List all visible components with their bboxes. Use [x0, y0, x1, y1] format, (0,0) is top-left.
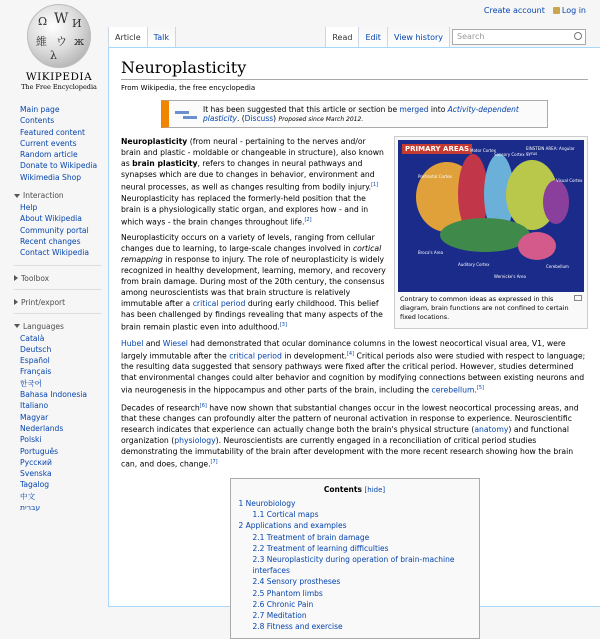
personal-toolbar — [484, 6, 586, 15]
sidebar-heading-toolbox[interactable] — [0, 274, 106, 283]
login-label: Log in — [561, 6, 586, 15]
critical-period-link[interactable]: critical period — [229, 351, 282, 361]
text: and — [143, 338, 163, 348]
namespace-tabs — [108, 27, 176, 47]
merge-target-link[interactable]: Activity-dependent plasticity — [203, 105, 519, 123]
language-link[interactable]: Italiano — [20, 401, 49, 411]
toc-item[interactable]: 2 Applications and examples — [238, 521, 347, 531]
notice-text: . ( — [236, 114, 245, 123]
diagram-label: Wernicke's Area — [494, 274, 526, 279]
sidebar-item-community-portal[interactable]: Community portal — [20, 225, 89, 235]
brain-lobe — [518, 232, 556, 260]
site-tagline: From Wikipedia, the free encyclopedia — [121, 84, 256, 92]
diagram-label: EINSTEIN AREA: Angular gyrus — [526, 146, 575, 156]
globe-glyph: W — [54, 11, 69, 27]
text: Critical periods also were studied with respect to language; the resulting data suggested that sensory pathways were fixed after the critical period. However, studies determined that environmental changes could alter behavior and cognition by modifying connections between existing neurons and via neurogenesis in the hippocampus and other parts of the brain, including the — [121, 351, 586, 395]
toc-item[interactable]: 2.1 Treatment of brain damage — [252, 532, 370, 542]
cerebellum-link[interactable]: cerebellum — [431, 385, 475, 395]
globe-glyph: λ — [50, 49, 57, 62]
diagram-label: Broca's Area — [418, 250, 444, 255]
language-link[interactable]: Bahasa Indonesia — [20, 390, 88, 400]
text: . — [474, 385, 477, 395]
page-title: Neuroplasticity — [121, 58, 588, 80]
tab-edit[interactable]: Edit — [358, 27, 387, 47]
citation-link[interactable]: [1] — [371, 182, 379, 188]
divider — [14, 265, 102, 266]
text: Decades of research — [121, 403, 200, 413]
wiesel-link[interactable]: Wiesel — [162, 338, 188, 348]
tab-article[interactable]: Article — [108, 27, 147, 47]
diagram-label: Prefrontal Cortex — [418, 174, 452, 179]
globe-glyph: И — [72, 17, 82, 30]
toc-item[interactable]: 2.3 Neuroplasticity during operation of brain-machine interfaces — [252, 554, 455, 576]
language-link[interactable]: Español — [20, 356, 50, 366]
citation-link[interactable]: [2] — [304, 216, 312, 223]
paragraph — [121, 401, 588, 470]
discuss-link[interactable]: Discuss — [244, 114, 274, 123]
divider — [14, 289, 102, 290]
notice-text: It has been suggested that this article or section be — [203, 105, 400, 114]
paragraph — [121, 338, 588, 396]
wikipedia-logo[interactable] — [14, 4, 104, 96]
proposed-date: Proposed since March 2012. — [278, 116, 364, 123]
tab-view-history[interactable]: View history — [387, 27, 450, 47]
language-link[interactable]: Português — [20, 446, 59, 456]
sidebar — [0, 104, 106, 513]
sidebar-item-donate[interactable]: Donate to Wikipedia — [20, 161, 98, 171]
sidebar-item-contents[interactable]: Contents — [20, 116, 55, 126]
toc-item[interactable]: 2.2 Treatment of learning difficulties — [252, 543, 389, 553]
critical-period-link[interactable]: critical period — [192, 299, 246, 309]
sidebar-heading-languages[interactable] — [0, 322, 106, 331]
merged-link[interactable]: merged — [399, 105, 429, 114]
notice-text: ) — [273, 114, 279, 123]
language-link[interactable]: Deutsch — [20, 344, 52, 354]
brain-diagram-thumbnail — [394, 136, 588, 329]
sidebar-heading-label: Print/export — [21, 297, 66, 307]
text: ) and functional organization ( — [121, 425, 570, 446]
table-of-contents — [230, 478, 480, 639]
toc-item[interactable]: 2.5 Phantom limbs — [252, 588, 323, 598]
sidebar-item-random-article[interactable]: Random article — [20, 150, 78, 160]
logo-tagline: The Free Encyclopedia — [21, 83, 97, 91]
toc-item[interactable]: 2.4 Sensory prostheses — [252, 577, 341, 587]
language-link[interactable]: 한국어 — [20, 378, 43, 388]
text: have now shown that substantial changes occur in the lowest neocortical processing areas, and that these changes can profoundly alter the pattern of neuronal activation in response to experience. Neuroscientific research indicates that experience can actually change both the brain's physical structure ( — [121, 403, 579, 435]
language-link[interactable]: Magyar — [20, 412, 49, 422]
text: in response to injury. The role of neuroplasticity is widely recognized in healthy development, learning, memory, and recovery from brain damage. During most of the 20th century, the consensus among neuroscientists was that brain structure is relatively immutable after a — [121, 255, 386, 309]
expanded-arrow-icon — [14, 194, 20, 198]
collapsed-arrow-icon — [14, 275, 18, 281]
sidebar-item-main-page[interactable]: Main page — [20, 105, 60, 114]
physiology-link[interactable]: physiology — [174, 436, 216, 446]
globe-glyph: ж — [74, 35, 85, 48]
citation-link[interactable]: [5] — [476, 385, 485, 392]
image-caption — [398, 292, 584, 325]
globe-glyph: Ω — [38, 15, 48, 28]
language-link[interactable]: Català — [20, 333, 45, 343]
toc-header — [239, 485, 471, 494]
toc-item[interactable]: 2.6 Chronic Pain — [252, 599, 314, 609]
sidebar-item-shop[interactable]: Wikimedia Shop — [20, 172, 82, 182]
article-content — [108, 47, 600, 632]
sidebar-item-help[interactable]: Help — [20, 203, 38, 213]
text: (from neural - pertaining to the nerves and/or brain and plastic - moldable or changeable in structure), also known as — [121, 137, 384, 168]
text: Neuroplasticity occurs on a variety of levels, ranging from cellular changes due to learning, to large-scale changes involved in — [121, 233, 375, 254]
tab-read[interactable]: Read — [325, 27, 358, 47]
caption-text: Contrary to common ideas as expressed in this diagram, brain functions are not confined to certain fixed locations. — [400, 295, 569, 321]
toc-item[interactable]: 1 Neurobiology — [238, 498, 296, 508]
collapsed-arrow-icon — [14, 299, 18, 305]
toc-hide-toggle[interactable]: [hide] — [364, 485, 386, 494]
search-icon[interactable] — [574, 32, 582, 40]
text: Neuroplasticity has replaced the formerly-held position that the brain is a physiologically static organ, and explores how - and in which ways - the brain changes throughout life. — [121, 193, 369, 227]
bold-term: brain plasticity — [132, 159, 198, 168]
text: in development. — [281, 351, 347, 361]
hubel-link[interactable]: Hubel — [121, 338, 144, 348]
search-placeholder: Search — [457, 32, 485, 41]
diagram-header: PRIMARY AREAS — [402, 144, 472, 154]
divider — [14, 313, 102, 314]
diagram-label: Motor Cortex — [470, 148, 497, 153]
citation-link[interactable]: [7] — [210, 459, 218, 466]
anatomy-link[interactable]: anatomy — [474, 425, 509, 435]
merge-arrows-icon — [175, 107, 197, 121]
diagram-label: Auditory Cortex — [458, 262, 490, 267]
language-link[interactable]: Polski — [20, 435, 42, 445]
language-link[interactable]: 中文 — [20, 491, 36, 501]
citation-link[interactable]: [4] — [346, 350, 355, 357]
merge-notice-text — [203, 105, 541, 123]
sidebar-heading-label: Interaction — [23, 191, 64, 201]
sidebar-heading-label: Toolbox — [21, 273, 50, 283]
sidebar-item-recent-changes[interactable]: Recent changes — [20, 236, 81, 246]
merge-notice — [161, 100, 548, 128]
brain-diagram-image[interactable] — [398, 140, 584, 292]
search-input[interactable] — [452, 29, 586, 45]
lock-icon — [553, 7, 560, 14]
citation-link[interactable]: [3] — [279, 322, 287, 329]
sidebar-heading-interaction[interactable] — [0, 191, 106, 200]
globe-glyph: ウ — [56, 35, 67, 48]
text: had demonstrated that ocular dominance columns in the lowest neocortical visual area, V1, were largely immutable after the — [121, 338, 566, 361]
language-link[interactable]: Русский — [20, 457, 52, 467]
diagram-label: Visual Cortex — [556, 178, 583, 183]
toc-item[interactable]: 2.8 Fitness and exercise — [252, 622, 343, 632]
language-link[interactable]: Français — [20, 367, 52, 377]
citation-link[interactable]: [6] — [199, 402, 207, 409]
toc-item[interactable]: 1.1 Cortical maps — [252, 510, 319, 520]
text: ). Neuroscientists are currently engaged in a reconciliation of critical period studies demonstrating the immutability of the brain after development with the more recent research showing how the brain can, and does, change. — [121, 436, 574, 469]
language-link[interactable]: Tagalog — [20, 480, 50, 490]
diagram-label: Sensory Cortex — [494, 152, 525, 157]
tab-talk[interactable]: Talk — [147, 27, 176, 47]
login-link[interactable] — [553, 6, 586, 15]
bold-term: Neuroplasticity — [121, 137, 188, 146]
toc-title: Contents — [323, 484, 362, 494]
toc-list — [239, 498, 471, 632]
language-link[interactable]: Nederlands — [20, 423, 64, 433]
sidebar-item-about[interactable]: About Wikipedia — [20, 214, 82, 224]
brain-lobe — [543, 180, 569, 224]
diagram-label: Cerebellum — [546, 264, 569, 269]
puzzle-globe-icon — [27, 4, 91, 68]
language-link[interactable]: Svenska — [20, 469, 52, 479]
logo-wordmark: WIKIPEDIA — [25, 71, 93, 83]
expanded-arrow-icon — [14, 324, 20, 328]
italic-term: cortical remapping — [121, 244, 382, 265]
globe-glyph: 維 — [36, 35, 47, 48]
sidebar-heading-print-export[interactable] — [0, 298, 106, 307]
text: , refers to changes in neural pathways and synapses which are due to changes in behavior, environment and neural processes, as well as changes resulting from bodily injury. — [121, 159, 375, 192]
toc-item[interactable]: 2.7 Meditation — [252, 610, 307, 620]
language-link[interactable]: עברית — [20, 503, 41, 513]
brain-lobe — [440, 218, 530, 252]
create-account-link[interactable]: Create account — [483, 6, 545, 15]
notice-text: into — [428, 105, 448, 114]
text: during early childhood. This belief has been challenged by findings revealing that many aspects of the brain remain plastic even into adulthood. — [121, 299, 383, 332]
sidebar-item-contact[interactable]: Contact Wikipedia — [20, 248, 89, 258]
enlarge-icon[interactable] — [574, 295, 582, 301]
sidebar-heading-label: Languages — [23, 321, 64, 331]
sidebar-item-current-events[interactable]: Current events — [20, 138, 77, 148]
view-tabs — [325, 27, 450, 47]
sidebar-item-featured-content[interactable]: Featured content — [20, 127, 86, 137]
